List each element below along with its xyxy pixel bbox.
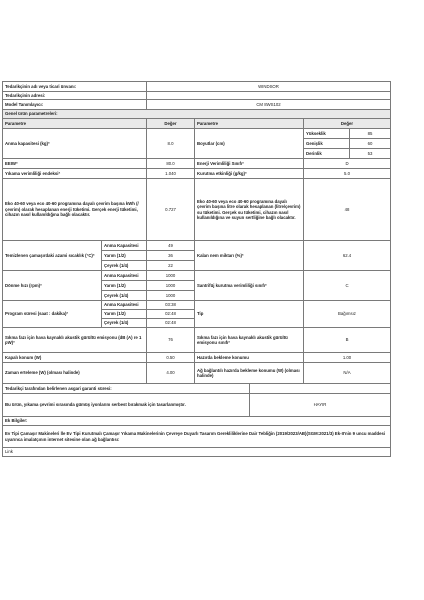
supplier-address-row: [3, 92, 391, 100]
moisture-value: 62.4: [304, 241, 391, 271]
delay-row: [3, 363, 391, 384]
spin-rated-value: 1000: [147, 271, 195, 281]
washing-index-label: Yıkama verimliliği endeksiª: [3, 169, 147, 179]
energy-class-value: D: [304, 159, 391, 169]
link-row: [3, 448, 391, 457]
temp-quarter-value: 22: [147, 261, 195, 271]
column-header-row: [3, 119, 391, 129]
rinsing-label: Kurutma etkinliği (g/kg)ª: [195, 169, 304, 179]
spin-rated-label: Anma Kapasitesi: [102, 271, 147, 281]
supplier-name-value: WINDSOR: [147, 82, 391, 92]
noise-emission-value: 76: [147, 328, 195, 353]
delay-start-label: Zaman erteleme (W) (olması halinde): [3, 363, 147, 384]
spin-class-value: C: [304, 271, 391, 301]
eei-label: EEIWª: [3, 159, 147, 169]
manufacturer-link[interactable]: Link: [3, 448, 391, 457]
standby-value: 1.00: [304, 353, 391, 363]
additional-text-row: [3, 426, 391, 448]
temperature-row-1: [3, 241, 391, 251]
energy-consumption-value: 0.727: [147, 179, 195, 241]
duration-rated-value: 03:38: [147, 301, 195, 310]
depth-value: 53: [350, 149, 391, 159]
water-consumption-label: Eko 40-60 veya eco 40-60 programına dayalı çevrim başına litre olarak hesaplanan (litre/çevrim) su tüketimi. Gerçek su tüketimi, cihazın nasıl kullanıldığına ve suyun sertliğine bağlı olacaktır.: [195, 179, 304, 241]
depth-label: Derinlik: [304, 149, 350, 159]
temp-rated-value: 49: [147, 241, 195, 251]
washing-index-row: [3, 169, 391, 179]
spin-speed-label: Dönme hızı (rpm)ª: [3, 271, 102, 301]
noise-class-value: B: [304, 328, 391, 353]
type-value: Bağımsız: [304, 301, 391, 328]
rated-capacity-value: 8.0: [147, 129, 195, 159]
duration-rated-label: Anma Kapasitesi: [102, 301, 147, 310]
program-duration-label: Program süresi (saat : dakika)ª: [3, 301, 102, 328]
off-mode-row: [3, 353, 391, 363]
eei-value: 80.0: [147, 159, 195, 169]
temp-quarter-label: Çeyrek (1/4): [102, 261, 147, 271]
rinsing-value: 5.0: [304, 169, 391, 179]
model-value: CM 8WS102: [147, 100, 391, 110]
silver-ions-value: HAYIR: [250, 394, 391, 417]
networked-standby-label: Ağ bağlantılı hazırda bekleme konumu (W) (olması halinde): [195, 363, 304, 384]
silver-ions-label: Bu ürün, yıkama çevrimi sırasında gümüş iyonlarını serbest bırakmak için tasarlanmıştır.: [3, 394, 250, 417]
product-parameters-table: [2, 81, 391, 457]
off-mode-label: Kapalı konum (W): [3, 353, 147, 363]
height-label: Yükseklik: [304, 129, 350, 139]
duration-half-label: Yarım (1/2): [102, 310, 147, 319]
temp-rated-label: Anma Kapasitesi: [102, 241, 147, 251]
spin-quarter-label: Çeyrek (1/4): [102, 291, 147, 301]
noise-row: [3, 328, 391, 353]
additional-info-text: Ev Tipi Çamaşır Makineleri İle Ev Tipi Kurutmalı Çamaşır Yıkama Makinelerinin Çevreye Duyarlı Tasarım Gerekliliklerine Dair Tebliğin (2019/2023/AB)(SGM:2021/3) Ek-II'nin 9 uncu maddesi uyarınca imalatçının internet sitesine olan ağ bağlantısı:: [3, 426, 391, 448]
temp-half-label: Yarım (1/2): [102, 251, 147, 261]
additional-header-row: [3, 417, 391, 426]
off-mode-value: 0.50: [147, 353, 195, 363]
spin-quarter-value: 1000: [147, 291, 195, 301]
silver-row: [3, 394, 391, 417]
supplier-address-value: [147, 92, 391, 100]
duration-row-1: [3, 301, 391, 310]
spin-half-label: Yarım (1/2): [102, 281, 147, 291]
warranty-row: [3, 384, 391, 394]
width-value: 60: [350, 139, 391, 149]
spin-half-value: 1000: [147, 281, 195, 291]
duration-quarter-label: Çeyrek (1/4): [102, 319, 147, 328]
washing-index-value: 1.040: [147, 169, 195, 179]
supplier-address-label: Tedarikçinin adresi:: [3, 92, 147, 100]
warranty-value: [250, 384, 391, 394]
additional-info-header: Ek Bilgiler:: [3, 417, 391, 426]
duration-half-value: 02:48: [147, 310, 195, 319]
noise-emission-label: Sıkma fazı için hava kaynaklı akustik gürültü emisyonu (dB (A) re 1 pW)ª: [3, 328, 147, 353]
water-consumption-value: 48: [304, 179, 391, 241]
rated-capacity-label: Anma kapasitesi (kg)ª: [3, 129, 147, 159]
general-parameters-header: Genel ürün parametreleri:: [3, 110, 391, 119]
duration-quarter-value: 02:48: [147, 319, 195, 328]
general-header-row: [3, 110, 391, 119]
supplier-name-label: Tedarikçinin adı veya ticari ünvanı:: [3, 82, 147, 92]
moisture-label: Kalan nem miktarı (%)ª: [195, 241, 304, 271]
height-value: 85: [350, 129, 391, 139]
capacity-row-1: [3, 129, 391, 139]
supplier-name-row: [3, 82, 391, 92]
spin-class-label: Santrifüj kurutma verimliliği sınıfıª: [195, 271, 304, 301]
value-column-header-2: Değer: [304, 119, 391, 129]
dimensions-label: Boyutlar (cm): [195, 129, 304, 159]
spin-row-1: [3, 271, 391, 281]
max-temperature-label: Temizlenen çamaşırdaki azami sıcaklık (°C)ª: [3, 241, 102, 271]
model-label: Model Tanımlayıcı:: [3, 100, 147, 110]
value-column-header: Değer: [147, 119, 195, 129]
warranty-label: Tedarikçi tarafından belirlenen asgari garanti süresi:: [3, 384, 250, 394]
parameter-column-header: Parametre: [3, 119, 147, 129]
consumption-row: [3, 179, 391, 241]
eei-row: [3, 159, 391, 169]
parameter-column-header-2: Parametre: [195, 119, 304, 129]
width-label: Genişlik: [304, 139, 350, 149]
energy-class-label: Enerji Verimliliği Sınıfıª: [195, 159, 304, 169]
type-label: Tip: [195, 301, 304, 328]
temp-half-value: 36: [147, 251, 195, 261]
noise-class-label: Sıkma fazı için hava kaynaklı akustik gürültü emisyonu sınıfıª: [195, 328, 304, 353]
networked-standby-value: N/A: [304, 363, 391, 384]
standby-label: Hazırda bekleme konumu: [195, 353, 304, 363]
energy-consumption-label: Eko 40-60 veya eco 40-60 programına dayalı çevrim başına kWh (/çevrim) olarak hesaplanan enerji tüketimi. Gerçek enerji tüketimi, cihazın nasıl kullanıldığına bağlı olacaktır.: [3, 179, 147, 241]
delay-start-value: 4.00: [147, 363, 195, 384]
model-row: [3, 100, 391, 110]
